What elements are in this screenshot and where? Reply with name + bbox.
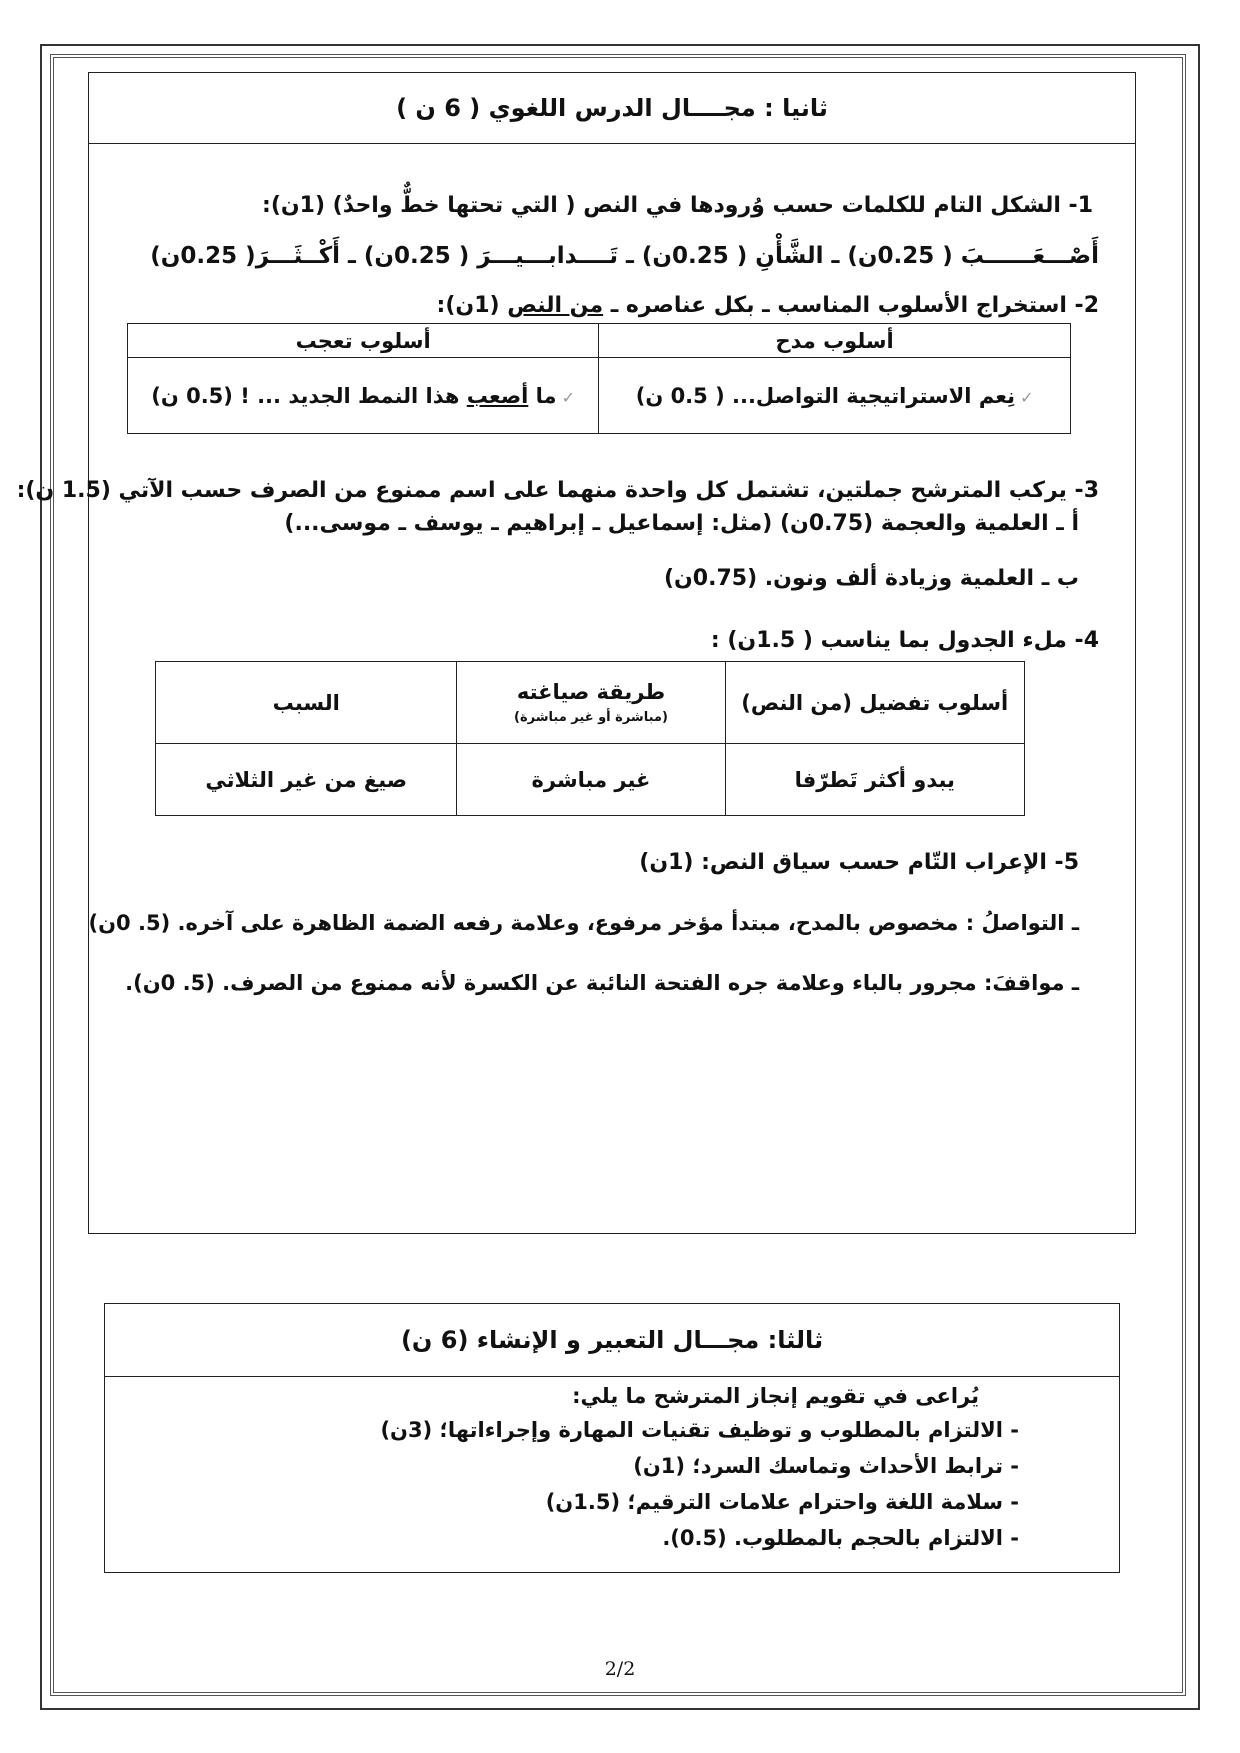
criterion-item: - سلامة اللغة واحترام علامات الترقيم؛ (1.5ن) <box>545 1490 1019 1514</box>
criterion-item: - الالتزام بالمطلوب و توظيف تقنيات المهارة وإجراءاتها؛ (3ن) <box>380 1418 1019 1442</box>
q4-header-method <box>457 662 725 744</box>
q5-a: ـ التواصلُ : مخصوص بالمدح، مبتدأ مؤخر مرفوع، وعلامة رفعه الضمة الظاهرة على آخره. (5. 0ن) <box>88 911 1079 935</box>
section-expression-box <box>104 1303 1120 1573</box>
q2-table <box>127 323 1071 434</box>
q3-a: أ ـ العلمية والعجمة (0.75ن) (مثل: إسماعيل ـ إبراهيم ـ يوسف ـ موسى...) <box>284 511 1079 536</box>
criterion-item: - ترابط الأحداث وتماسك السرد؛ (1ن) <box>633 1454 1019 1478</box>
q2-taajub-c: هذا النمط الجديد ... ! (0.5 ن) <box>151 383 467 408</box>
q1-text: 1- الشكل التام للكلمات حسب وُرودها في النص ( التي تحتها خطٌّ واحدٌ) (1ن): <box>262 193 1093 218</box>
q3-b: ب ـ العلمية وزيادة ألف ونون. (0.75ن) <box>663 566 1079 591</box>
q2-cell-madh <box>599 358 1071 434</box>
q2-taajub-a: ما <box>528 383 557 408</box>
section-language-box <box>16 72 1136 1234</box>
q4-table <box>155 661 1025 816</box>
q4-header-reason: السبب <box>156 662 457 744</box>
q2-header-madh: أسلوب مدح <box>599 324 1071 358</box>
q5-text: 5- الإعراب التّام حسب سياق النص: (1ن) <box>639 850 1079 875</box>
q4-header-method-label: طريقة صياغته <box>516 680 666 704</box>
q2-cell-taajub <box>128 358 599 434</box>
section-expression-intro: يُراعى في تقويم إنجاز المترشح ما يلي: <box>572 1384 979 1408</box>
q4-cell-tafdil: يبدو أكثر تَطرّفا <box>725 744 1025 816</box>
q4-header-method-sub: (مباشرة أو غير مباشرة) <box>514 710 668 725</box>
q5-b: ـ مواقفَ: مجرور بالباء وعلامة جره الفتحة النائبة عن الكسرة لأنه ممنوع من الصرف. (5. 0ن). <box>125 971 1079 995</box>
check-mark-icon: ✓ <box>556 387 576 407</box>
q4-cell-method: غير مباشرة <box>457 744 725 816</box>
q1-answers: أَصْـــعَــــــبَ ( 0.25ن) ـ الشَّأْنِ ( 0.25ن) ـ تَــــدابـــيـــرَ ( 0.25ن) ـ أَكْــثَـــرَ( 0.25ن) <box>150 243 1099 269</box>
q2-text-a: 2- استخراج الأسلوب المناسب ـ بكل عناصره ـ <box>603 293 1099 318</box>
q4-text: 4- ملء الجدول بما يناسب ( 1.5ن) : <box>710 628 1099 653</box>
q4-header-tafdil: أسلوب تفضيل (من النص) <box>725 662 1025 744</box>
q2-header-taajub: أسلوب تعجب <box>128 324 599 358</box>
check-mark-icon: ✓ <box>1015 387 1034 407</box>
q2-text-c: (1ن): <box>436 293 508 318</box>
section-language-title: ثانيا : مجــــال الدرس اللغوي ( 6 ن ) <box>89 73 1135 144</box>
q3-text: 3- يركب المترشح جملتين، تشتمل كل واحدة منهما على اسم ممنوع من الصرف حسب الآتي (1.5 ن): <box>16 478 1099 503</box>
section-expression-title: ثالثا: مجـــال التعبير و الإنشاء (6 ن) <box>105 1304 1119 1377</box>
q2-taajub-b: أصعب <box>466 383 529 408</box>
q2-text-b: من النص <box>507 293 604 318</box>
q4-cell-reason: صيغ من غير الثلاثي <box>156 744 457 816</box>
q2-text <box>437 293 1099 318</box>
q2-madh-text: نِعم الاستراتيجية التواصل... ( 0.5 ن) <box>635 383 1016 408</box>
page-number: 2/2 <box>604 1658 636 1680</box>
criterion-item: - الالتزام بالحجم بالمطلوب. (0.5). <box>662 1526 1019 1550</box>
